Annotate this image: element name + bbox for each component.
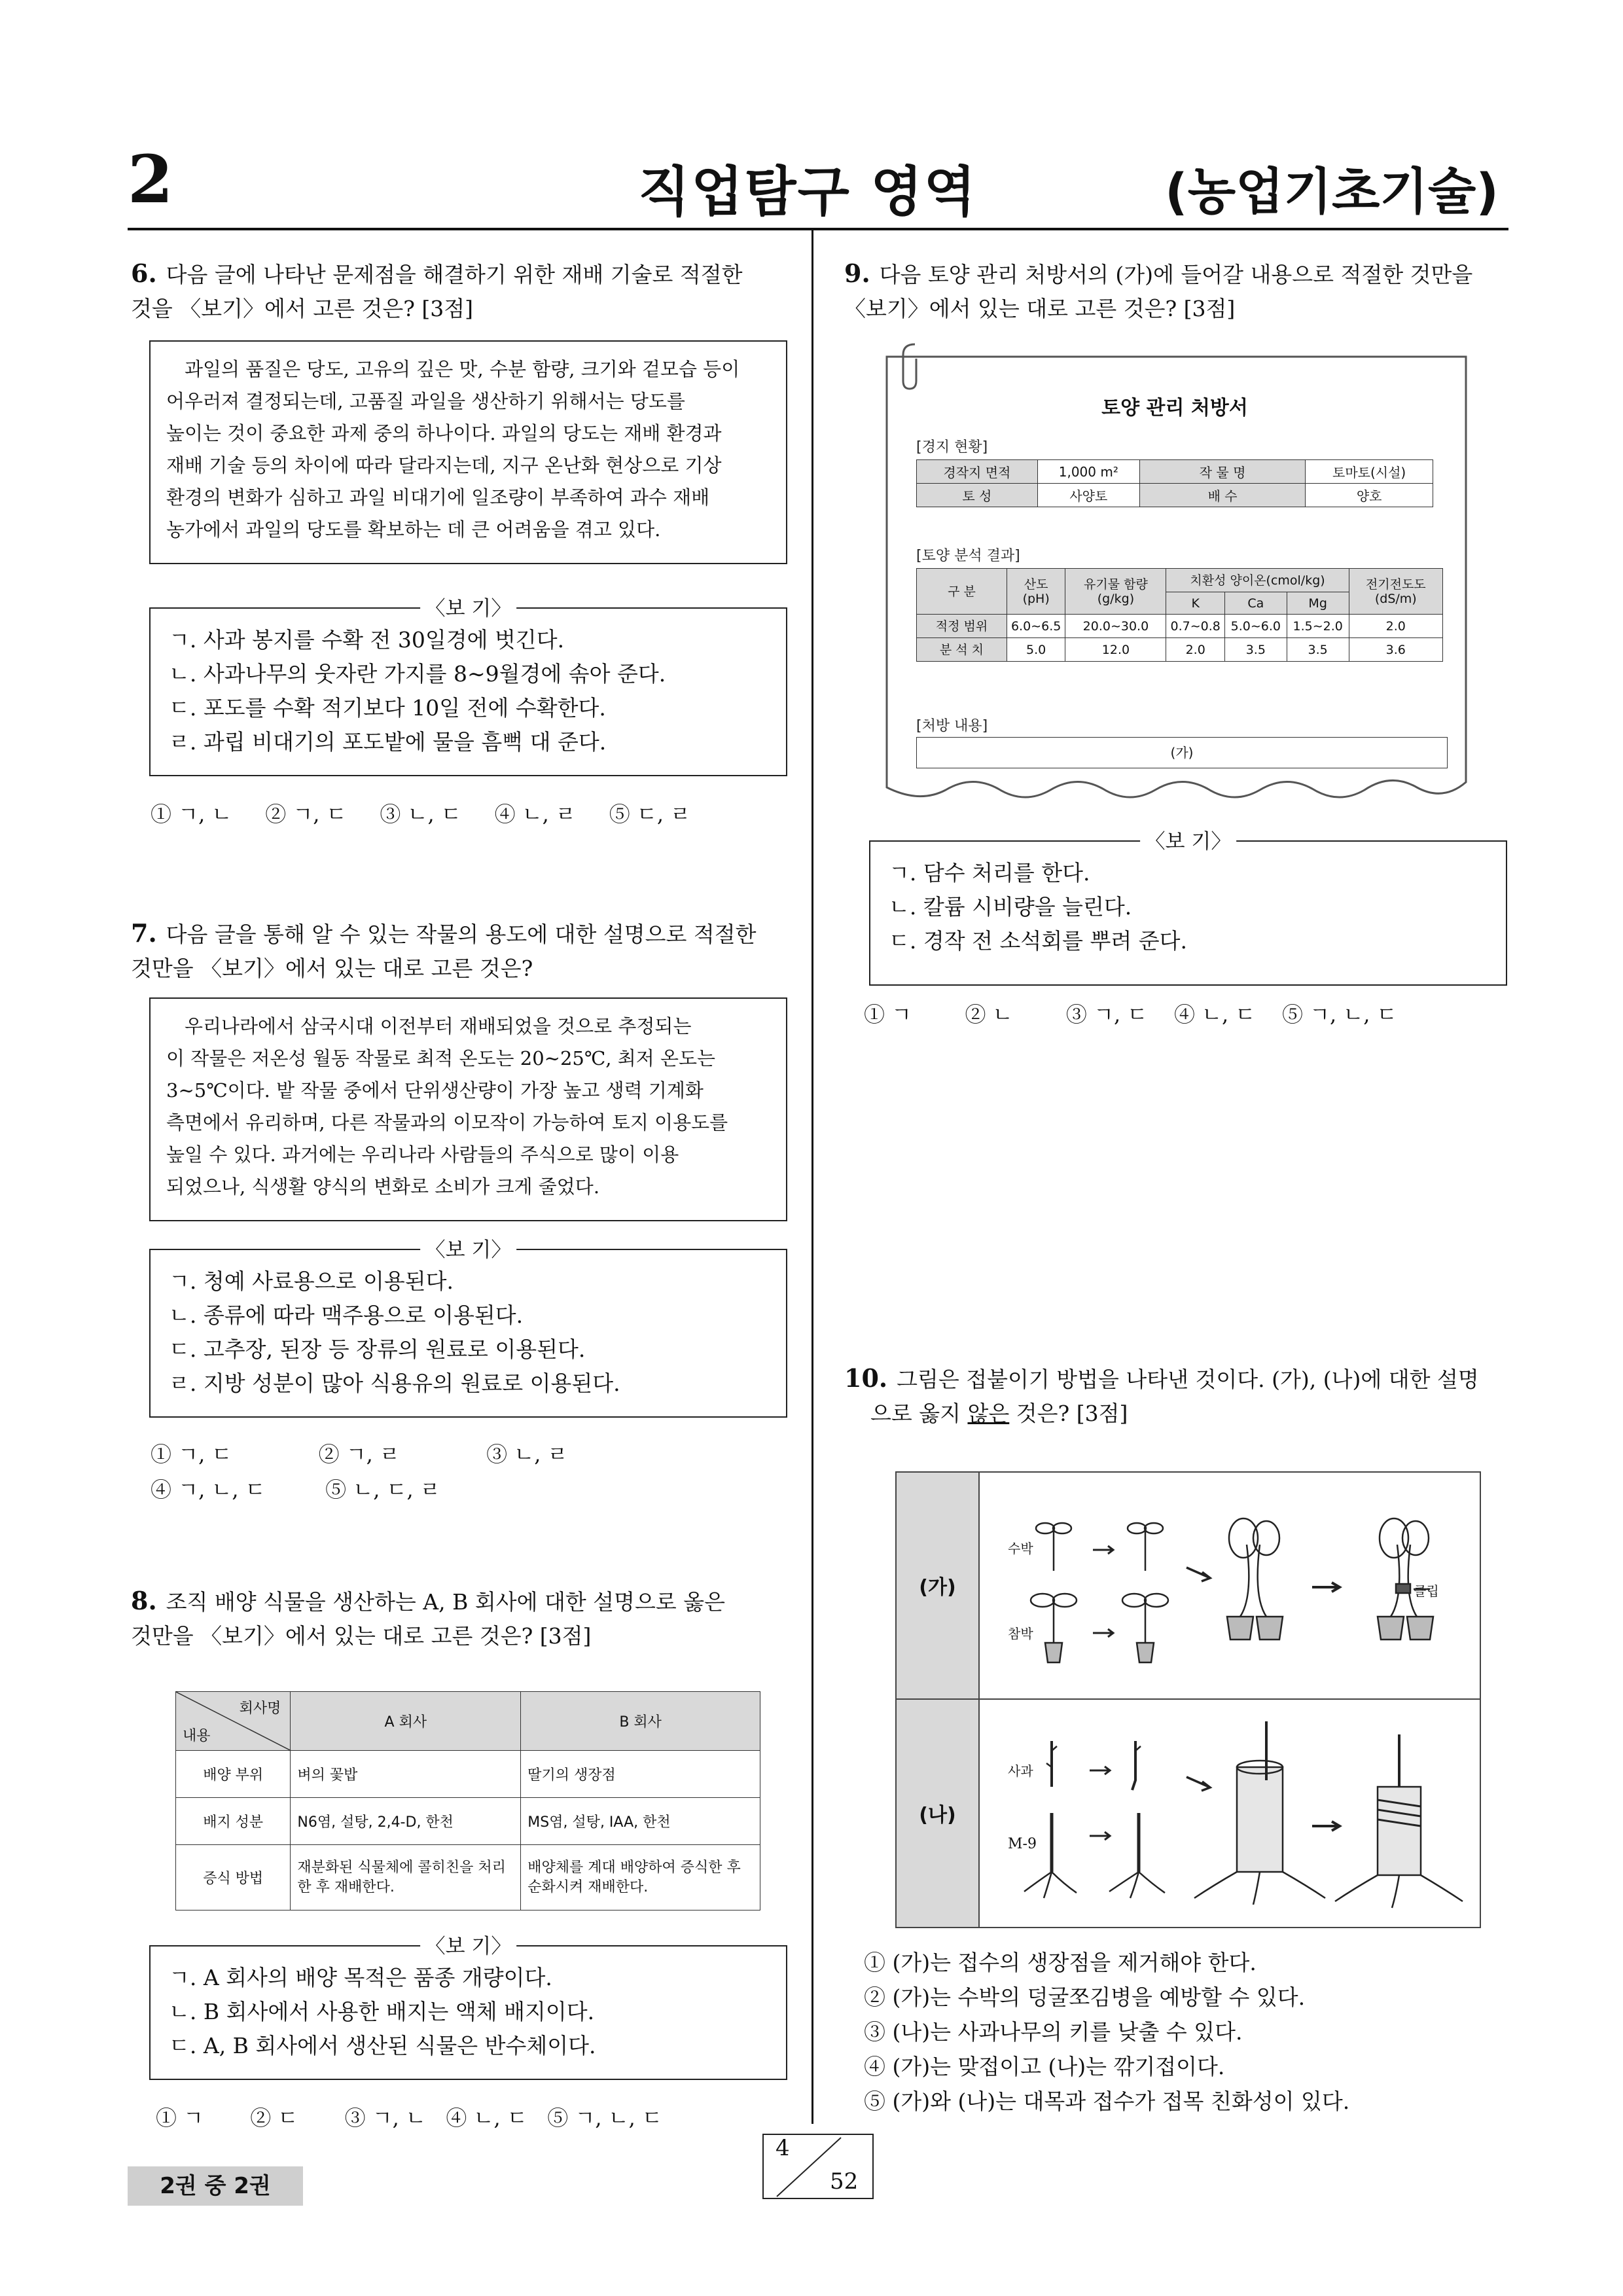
section-analysis: [토양 분석 결과]: [916, 548, 1020, 564]
grafting-illustration: [978, 1473, 1480, 1927]
bogi-label: 〈보 기〉: [1140, 825, 1237, 859]
row-label: 적정 범위: [917, 615, 1007, 638]
field-label: 토 성: [917, 484, 1038, 507]
cell-b: 딸기의 생장점: [521, 1751, 760, 1798]
q8-stem-line: 조직 배양 식물을 생산하는 A, B 회사에 대한 설명으로 옳은: [166, 1589, 725, 1615]
q6-stem-line: 다음 글에 나타난 문제점을 해결하기 위한 재배 기술로 적절한: [166, 262, 743, 287]
bogi-item: ㄴ. 사과나무의 웃자란 가지를 8∼9월경에 솎아 준다.: [169, 661, 666, 687]
apple-scion-icon: [1046, 1741, 1057, 1787]
section-prescription: [처방 내용]: [916, 718, 988, 734]
label-clip: 클립: [1414, 1583, 1439, 1599]
bogi-item: ㄷ. 포도를 수확 적기보다 10일 전에 수확한다.: [169, 695, 606, 721]
head-ph: 산도 (pH): [1007, 569, 1065, 615]
q10-choices: [864, 1945, 1512, 2119]
m9-rootstock-icon: [1024, 1813, 1077, 1898]
passage-line: 이 작물은 저온성 월동 작물로 최적 온도는 20∼25℃, 최저 온도는: [166, 1047, 716, 1069]
q8-company-table: [175, 1691, 760, 1910]
q9-stem: [844, 257, 1512, 326]
choice-3[interactable]: ③ (나)는 사과나무의 키를 낮출 수 있다.: [864, 2019, 1243, 2045]
approach-graft-icon: [1227, 1518, 1283, 1640]
gourd-seedling-icon: [1031, 1594, 1077, 1662]
exam-title: 직업탐구 영역: [638, 161, 977, 223]
head-ec: 전기전도도 (dS/m): [1349, 569, 1442, 615]
bogi-item: ㄱ. 담수 처리를 한다.: [889, 860, 1090, 886]
m9-rootstock-cut-icon: [1109, 1813, 1165, 1898]
cell-a: N6염, 설탕, 2,4-D, 한천: [291, 1798, 521, 1845]
apple-scion-cut-icon: [1132, 1741, 1141, 1790]
field-status-table: [916, 459, 1433, 507]
watermelon-cut-seedling-icon: [1128, 1523, 1163, 1571]
passage-line: 높이는 것이 중요한 과제 중의 하나이다. 과일의 당도는 재배 환경과: [166, 422, 722, 444]
page-number-total: 52: [830, 2168, 859, 2195]
choice-5[interactable]: ⑤ (가)와 (나)는 대목과 접수가 접목 친화성이 있다.: [864, 2089, 1350, 2114]
q7-stem-line: 다음 글을 통해 알 수 있는 작물의 용도에 대한 설명으로 적절한: [166, 922, 757, 947]
q7-choices-line2[interactable]: ④ ㄱ, ㄴ, ㄷ ⑤ ㄴ, ㄷ, ㄹ: [151, 1477, 440, 1502]
subject-title: (농업기초기술): [1165, 162, 1499, 221]
q10-stem-line: 그림은 접붙이기 방법을 나타낸 것이다. (가), (나)에 대한 설명: [897, 1367, 1479, 1392]
corner-top-label: 회사명: [239, 1700, 281, 1717]
q7-stem: [131, 916, 792, 986]
cell-k: 0.7∼0.8: [1166, 615, 1224, 638]
cell-b: MS염, 설탕, IAA, 한천: [521, 1798, 760, 1845]
q10-stem: [844, 1361, 1512, 1431]
bogi-label: 〈보 기〉: [420, 592, 517, 626]
head-organic: 유기물 함량 (g/kg): [1065, 569, 1166, 615]
cell-a: 벼의 꽃밥: [291, 1751, 521, 1798]
passage-line: 환경의 변화가 심하고 과일 비대기에 일조량이 부족하여 과수 재배: [166, 486, 710, 509]
row-label: 배지 성분: [176, 1798, 291, 1845]
grafted-seedling-clip-icon: [1378, 1518, 1433, 1640]
figure-label-ga: (가): [919, 1576, 956, 1599]
q8-bogi-box: [149, 1935, 787, 2080]
cell-k: 2.0: [1166, 638, 1224, 662]
row-label: 배양 부위: [176, 1751, 291, 1798]
row-label: 증식 방법: [176, 1845, 291, 1910]
passage-line: 재배 기술 등의 차이에 따라 달라지는데, 지구 온난화 현상으로 기상: [166, 454, 722, 476]
label-m9: M-9: [1008, 1836, 1037, 1852]
bogi-label: 〈보 기〉: [420, 1929, 517, 1964]
q10-stem-underline: 않은: [967, 1401, 1010, 1426]
passage-line: 되었으나, 식생활 양식의 변화로 소비가 크게 줄었다.: [166, 1175, 600, 1198]
field-value: 사양토: [1037, 484, 1139, 507]
head-gubun: 구 분: [917, 569, 1007, 615]
q8-number: 8.: [131, 1586, 157, 1615]
row-label: 분 석 치: [917, 638, 1007, 662]
label-watermelon: 수박: [1008, 1541, 1033, 1556]
bogi-item: ㄹ. 지방 성분이 많아 식용유의 원료로 이용된다.: [169, 1371, 620, 1396]
q6-stem-line: 것을 〈보기〉에서 고른 것은? [3점]: [131, 296, 474, 321]
tied-graft-icon: [1335, 1734, 1463, 1908]
cell-organic: 12.0: [1065, 638, 1166, 662]
figure-label-column: [897, 1473, 980, 1927]
paper-clip-icon: [897, 340, 923, 393]
field-value: 토마토(시설): [1306, 460, 1433, 484]
col-header-b: B 회사: [521, 1692, 760, 1751]
col-header-a: A 회사: [291, 1692, 521, 1751]
q10-stem-post: 것은? [3점]: [1009, 1401, 1128, 1426]
bogi-item: ㄴ. 종류에 따라 맥주용으로 이용된다.: [169, 1302, 524, 1328]
passage-line: 측면에서 유리하며, 다른 작물과의 이모작이 가능하여 토지 이용도를: [166, 1111, 728, 1134]
q7-passage: [149, 997, 787, 1221]
cell-b: 배양체를 계대 배양하여 증식한 후 순화시켜 재배한다.: [521, 1845, 760, 1910]
bogi-item: ㄴ. 칼륨 시비량을 늘린다.: [889, 894, 1132, 920]
label-gourd: 참박: [1008, 1626, 1033, 1641]
head-ca: Ca: [1224, 592, 1287, 615]
q6-choices[interactable]: ① ㄱ, ㄴ ② ㄱ, ㄷ ③ ㄴ, ㄷ ④ ㄴ, ㄹ ⑤ ㄷ, ㄹ: [151, 802, 691, 827]
prescription-blank: (가): [916, 737, 1448, 768]
cell-mg: 1.5∼2.0: [1287, 615, 1349, 638]
head-cation: 치환성 양이온(cmol/kg): [1166, 569, 1349, 592]
passage-line: 높일 수 있다. 과거에는 우리나라 사람들의 주식으로 많이 이용: [166, 1143, 679, 1166]
choice-2[interactable]: ② (가)는 수박의 덩굴쪼김병을 예방할 수 있다.: [864, 1984, 1306, 2010]
watermelon-seedling-icon: [978, 1473, 1071, 1571]
q6-passage: [149, 340, 787, 564]
passage-line: 과일의 품질은 당도, 고유의 깊은 맛, 수분 함량, 크기와 겉모습 등이: [185, 358, 740, 380]
choice-1[interactable]: ① (가)는 접수의 생장점을 제거해야 한다.: [864, 1950, 1257, 1975]
field-value: 1,000 m²: [1037, 460, 1139, 484]
q8-stem: [131, 1584, 792, 1653]
q6-bogi-box: [149, 597, 787, 776]
bogi-item: ㄹ. 과립 비대기의 포도밭에 물을 흠뻑 대 준다.: [169, 729, 607, 755]
cell-ec: 2.0: [1349, 615, 1442, 638]
cell-ec: 3.6: [1349, 638, 1442, 662]
table-corner: [176, 1692, 291, 1751]
choice-4[interactable]: ④ (가)는 맞접이고 (나)는 깎기접이다.: [864, 2054, 1225, 2079]
bogi-label: 〈보 기〉: [420, 1233, 517, 1267]
cleft-graft-icon: [1194, 1721, 1325, 1905]
field-label: 배 수: [1139, 484, 1305, 507]
passage-line: 우리나라에서 삼국시대 이전부터 재배되었을 것으로 추정되는: [185, 1015, 692, 1037]
cell-ca: 3.5: [1224, 638, 1287, 662]
q7-bogi-box: [149, 1238, 787, 1418]
bogi-item: ㄷ. 경작 전 소석회를 뿌려 준다.: [889, 928, 1187, 954]
header-rule: [128, 228, 1508, 230]
field-label: 작 물 명: [1139, 460, 1305, 484]
q7-choices-line1[interactable]: ① ㄱ, ㄷ ② ㄱ, ㄹ ③ ㄴ, ㄹ: [151, 1442, 568, 1467]
page-number-current: 4: [776, 2135, 790, 2161]
q6-stem: [131, 257, 792, 326]
q6-number: 6.: [131, 259, 157, 288]
q9-stem-line: 〈보기〉에서 있는 대로 고른 것은? [3점]: [844, 296, 1236, 321]
cell-a: 재분화된 식물체에 콜히친을 처리한 후 재배한다.: [291, 1845, 521, 1910]
passage-line: 3∼5℃이다. 밭 작물 중에서 단위생산량이 가장 높고 생력 기계화: [166, 1079, 704, 1102]
q9-stem-line: 다음 토양 관리 처방서의 (가)에 들어갈 내용으로 적절한 것만을: [879, 262, 1473, 287]
q9-bogi-box: [869, 830, 1507, 986]
field-value: 양호: [1306, 484, 1433, 507]
cell-mg: 3.5: [1287, 638, 1349, 662]
q10-number: 10.: [844, 1363, 888, 1393]
q7-number: 7.: [131, 918, 157, 948]
corner-bottom-label: 내용: [183, 1728, 211, 1744]
passage-line: 어우러져 결정되는데, 고품질 과일을 생산하기 위해서는 당도를: [166, 390, 685, 412]
gourd-cut-seedling-icon: [1122, 1594, 1168, 1662]
grafting-figure: [895, 1471, 1481, 1928]
section-field: [경지 현황]: [916, 439, 988, 456]
cell-organic: 20.0∼30.0: [1065, 615, 1166, 638]
page-number: 2: [128, 141, 173, 218]
head-k: K: [1166, 592, 1224, 615]
figure-label-na: (나): [919, 1804, 956, 1827]
q7-stem-line: 것만을 〈보기〉에서 있는 대로 고른 것은?: [131, 956, 533, 981]
bogi-item: ㄷ. 고추장, 된장 등 장류의 원료로 이용된다.: [169, 1336, 586, 1362]
q8-stem-line: 것만을 〈보기〉에서 있는 대로 고른 것은? [3점]: [131, 1623, 592, 1649]
passage-line: 농가에서 과일의 당도를 확보하는 데 큰 어려움을 겪고 있다.: [166, 518, 661, 541]
label-apple: 사과: [1008, 1763, 1033, 1779]
cell-ph: 5.0: [1007, 638, 1065, 662]
bogi-item: ㄷ. A, B 회사에서 생산된 식물은 반수체이다.: [169, 2033, 596, 2058]
card-title: 토양 관리 처방서: [1101, 397, 1248, 420]
head-mg: Mg: [1287, 592, 1349, 615]
cell-ca: 5.0∼6.0: [1224, 615, 1287, 638]
q9-number: 9.: [844, 259, 870, 288]
bogi-item: ㄱ. 청예 사료용으로 이용된다.: [169, 1268, 454, 1294]
q9-choices[interactable]: ① ㄱ ② ㄴ ③ ㄱ, ㄷ ④ ㄴ, ㄷ ⑤ ㄱ, ㄴ, ㄷ: [864, 1002, 1397, 1027]
q8-choices[interactable]: ① ㄱ ② ㄷ ③ ㄱ, ㄴ ④ ㄴ, ㄷ ⑤ ㄱ, ㄴ, ㄷ: [156, 2106, 662, 2130]
bogi-item: ㄱ. 사과 봉지를 수확 전 30일경에 벗긴다.: [169, 627, 565, 653]
bogi-item: ㄱ. A 회사의 배양 목적은 품종 개량이다.: [169, 1965, 552, 1990]
q10-stem-pre: 으로 옳지: [870, 1401, 968, 1426]
volume-badge: 2권 중 2권: [128, 2166, 303, 2206]
cell-ph: 6.0∼6.5: [1007, 615, 1065, 638]
column-divider: [812, 230, 813, 2124]
bogi-item: ㄴ. B 회사에서 사용한 배지는 액체 배지이다.: [169, 1999, 595, 2024]
soil-analysis-table: [916, 568, 1443, 662]
field-label: 경작지 면적: [917, 460, 1038, 484]
